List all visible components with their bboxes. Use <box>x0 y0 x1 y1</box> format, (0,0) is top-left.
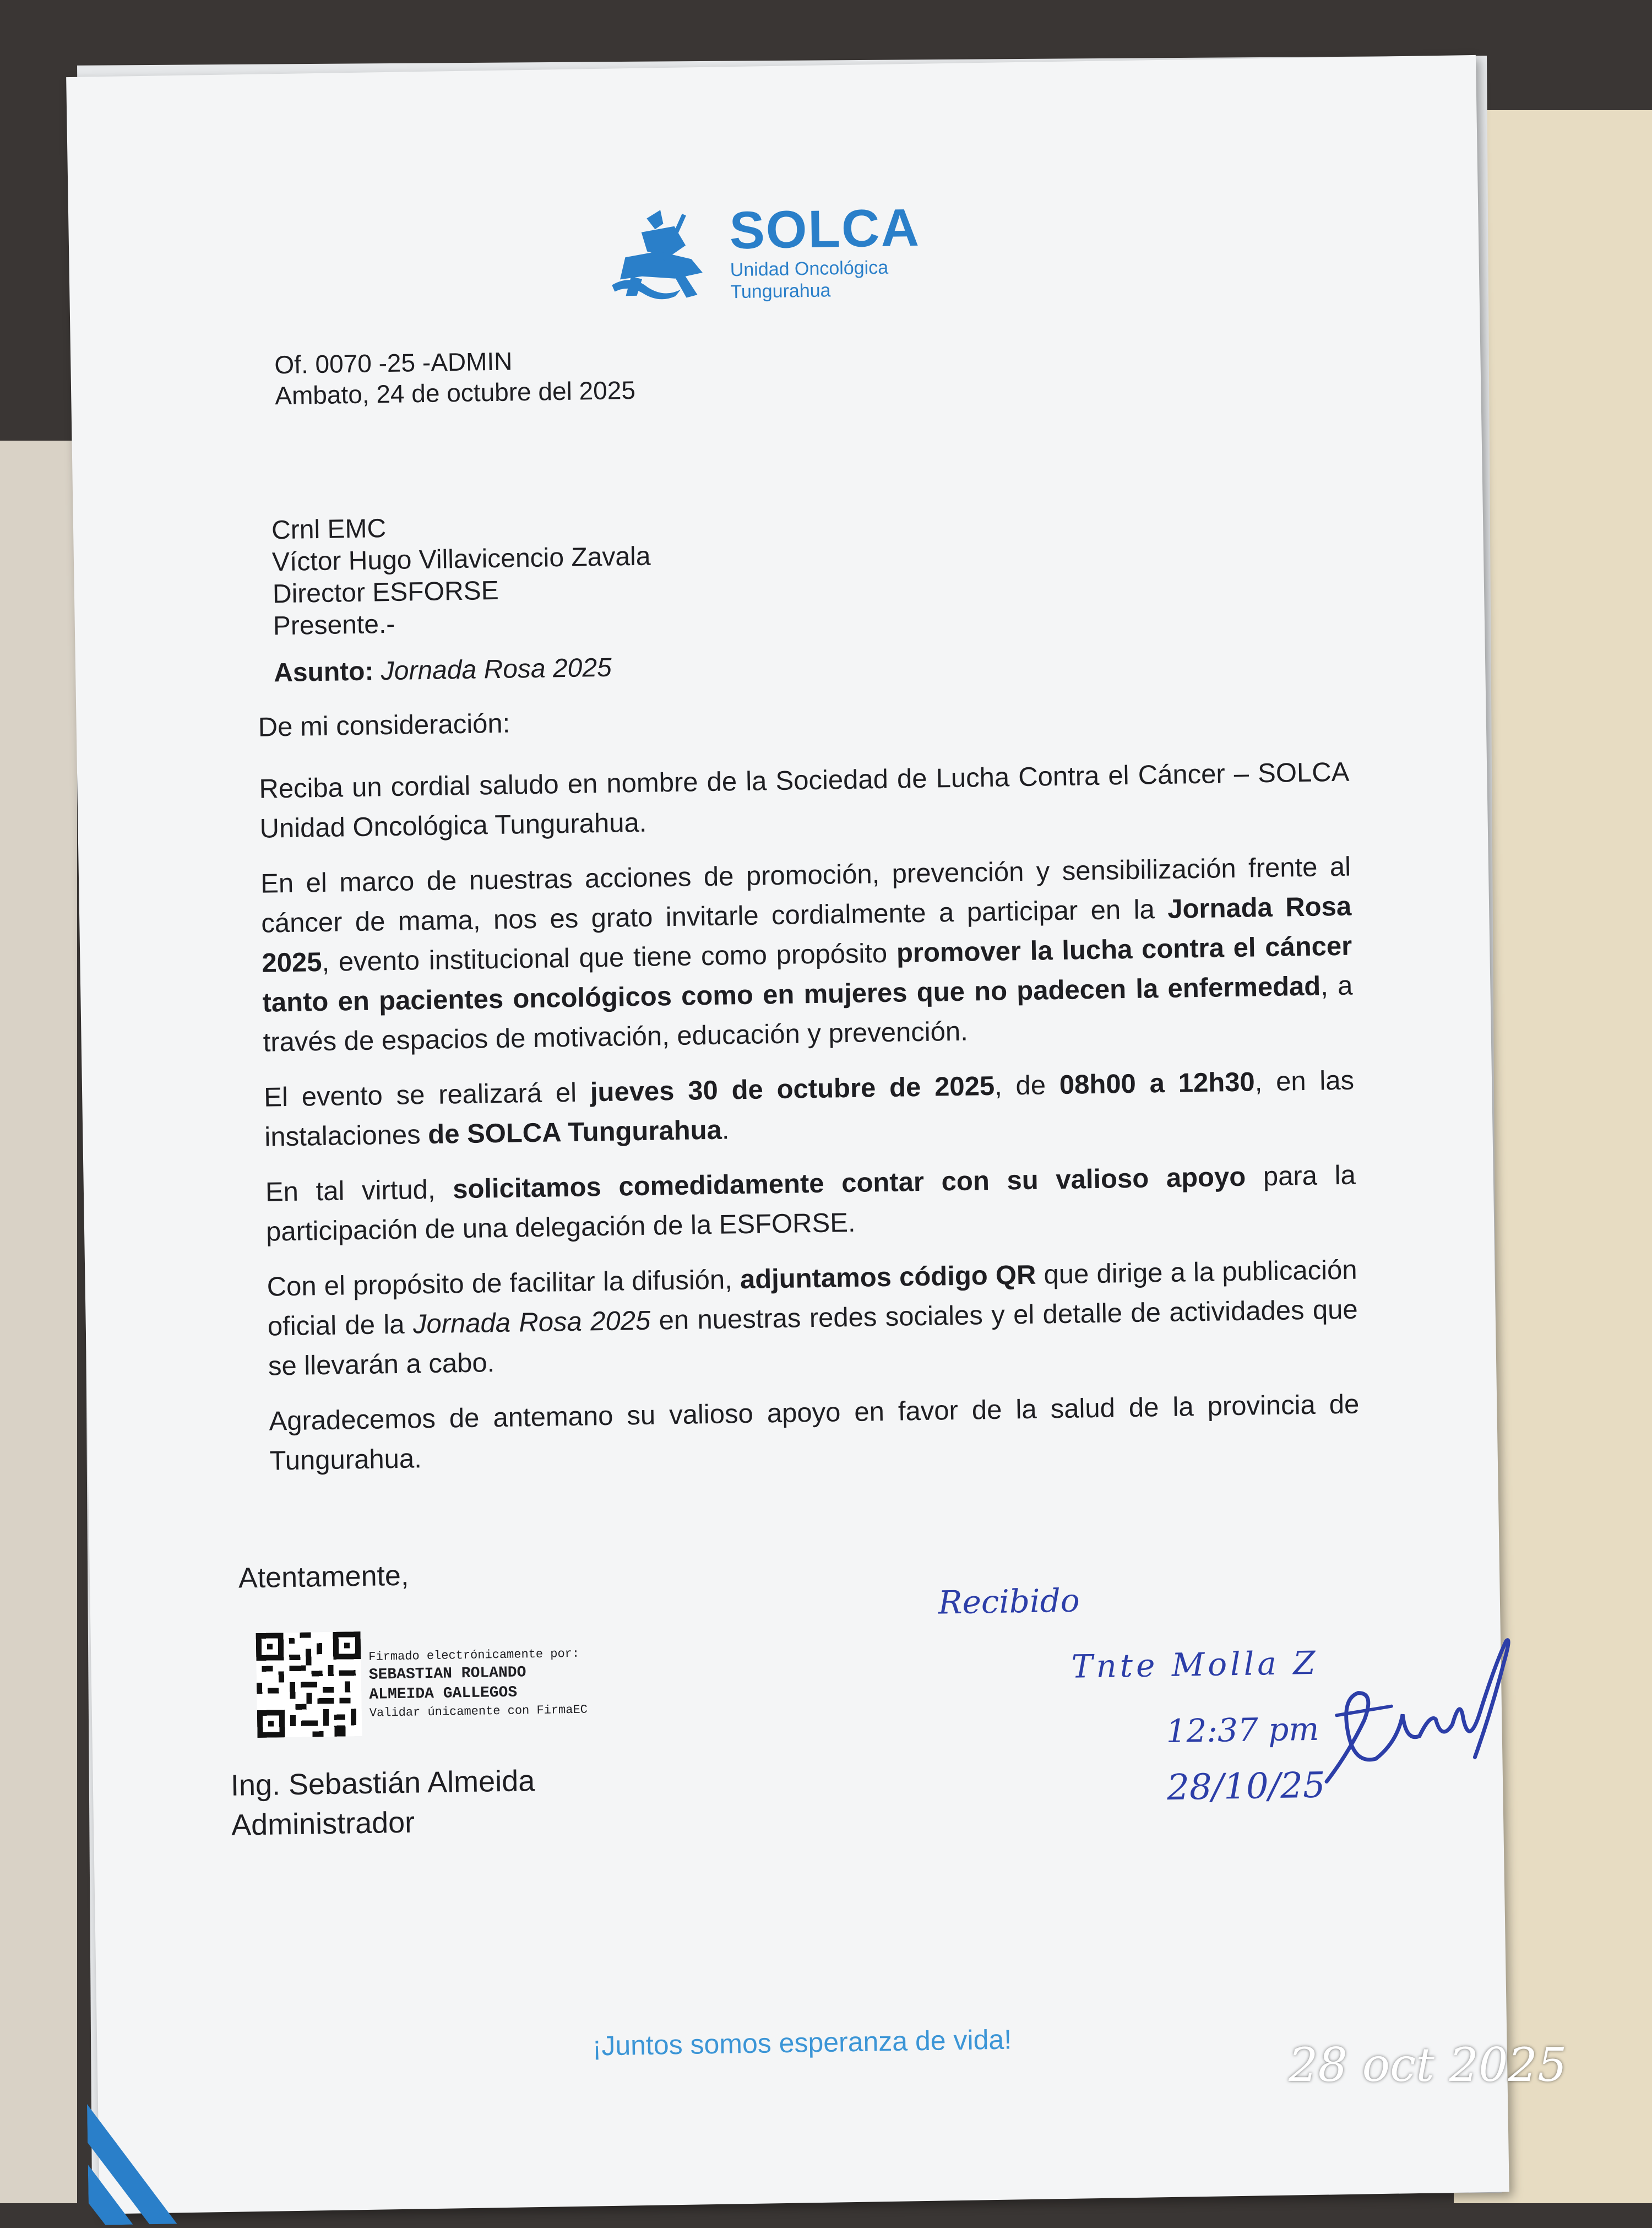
signer-block <box>230 1761 536 1845</box>
letterhead-province: Tungurahua <box>730 280 831 303</box>
corner-stripes-decoration <box>86 2080 210 2228</box>
footer-slogan: ¡Juntos somos esperanza de vida! <box>592 2024 1012 2062</box>
qr-signed-by-label: Firmado electrónicamente por: <box>368 1646 580 1664</box>
recipient-block <box>271 509 652 643</box>
signer-name: Ing. Sebastián Almeida <box>230 1764 535 1802</box>
recipient-closing: Presente.- <box>273 609 395 641</box>
reference-block <box>274 344 635 411</box>
solca-letterhead <box>608 198 921 303</box>
recipient-rank: Crnl EMC <box>271 514 387 545</box>
qr-signer-name-1: SEBASTIAN ROLANDO <box>368 1663 526 1684</box>
office-number: Of. 0070 -25 -ADMIN <box>274 346 513 380</box>
place-date: Ambato, 24 de octubre del 2025 <box>274 375 636 410</box>
paragraph-2: En el marco de nuestras acciones de promoción, prevención y sensibilización frente al cáncer de mama, nos es grato invitarle cordialmente a participar en la Jornada Rosa 2025, evento institucional que tiene como propósito promover la lucha contra el cáncer tanto en pacientes oncológicos como en mujeres que no padecen la enfermedad, a través de espacios de motivación, educación y prevención. <box>260 852 1353 1058</box>
desk-surface-background <box>0 441 77 2203</box>
paragraph-3: El evento se realizará el jueves 30 de octubre de 2025, de 08h00 a 12h30, en las instalaciones de SOLCA Tungurahua. <box>263 1065 1355 1152</box>
electronic-signature-block <box>256 1628 588 1741</box>
photo-timestamp: 28 oct 2025 <box>1289 2038 1567 2092</box>
letterhead-unit: Unidad Oncológica <box>730 257 889 281</box>
closing-salutation: Atentamente, <box>238 1559 409 1595</box>
letter-body <box>258 691 1360 1497</box>
handwritten-time: 12:37 pm <box>1166 1710 1319 1750</box>
qr-signer-name-2: ALMEIDA GALLEGOS <box>369 1684 518 1704</box>
qr-code-icon[interactable] <box>256 1631 362 1741</box>
letter-page <box>66 55 1509 2214</box>
qr-validation-note: Validar únicamente con FirmaEC <box>369 1703 588 1720</box>
handwritten-received: Recibido <box>938 1581 1080 1622</box>
solca-logo-icon <box>608 207 714 302</box>
handwritten-date: 28/10/25 <box>1166 1765 1326 1809</box>
greeting: De mi consideración: <box>258 708 510 742</box>
paragraph-5: Con el propósito de facilitar la difusión, adjuntamos código QR que dirige a la publicación oficial de la Jornada Rosa 2025 en nuestras redes sociales y el detalle de actividades que se llevarán a cabo. <box>267 1255 1358 1381</box>
handwritten-signature <box>1313 1630 1525 1801</box>
recipient-name: Víctor Hugo Villavicencio Zavala <box>271 541 651 577</box>
paragraph-4: En tal virtud, solicitamos comedidamente contar con su valioso apoyo para la participación de una delegación de la ESFORSE. <box>265 1160 1356 1247</box>
paragraph-1: Reciba un cordial saludo en nombre de la Sociedad de Lucha Contra el Cáncer – SOLCA Unidad Oncológica Tungurahua. <box>259 757 1350 844</box>
subject-value: Jornada Rosa 2025 <box>381 653 612 686</box>
signer-title: Administrador <box>231 1806 415 1842</box>
subject-label: Asunto: <box>273 657 374 688</box>
recipient-position: Director ESFORSE <box>272 576 499 609</box>
paragraph-6: Agradecemos de antemano su valioso apoyo en favor de la salud de la provincia de Tungurahua. <box>269 1389 1360 1476</box>
subject-line <box>274 653 612 689</box>
letterhead-brand: SOLCA <box>729 198 921 261</box>
handwritten-receiver: Tnte Molla Z <box>1071 1644 1319 1685</box>
